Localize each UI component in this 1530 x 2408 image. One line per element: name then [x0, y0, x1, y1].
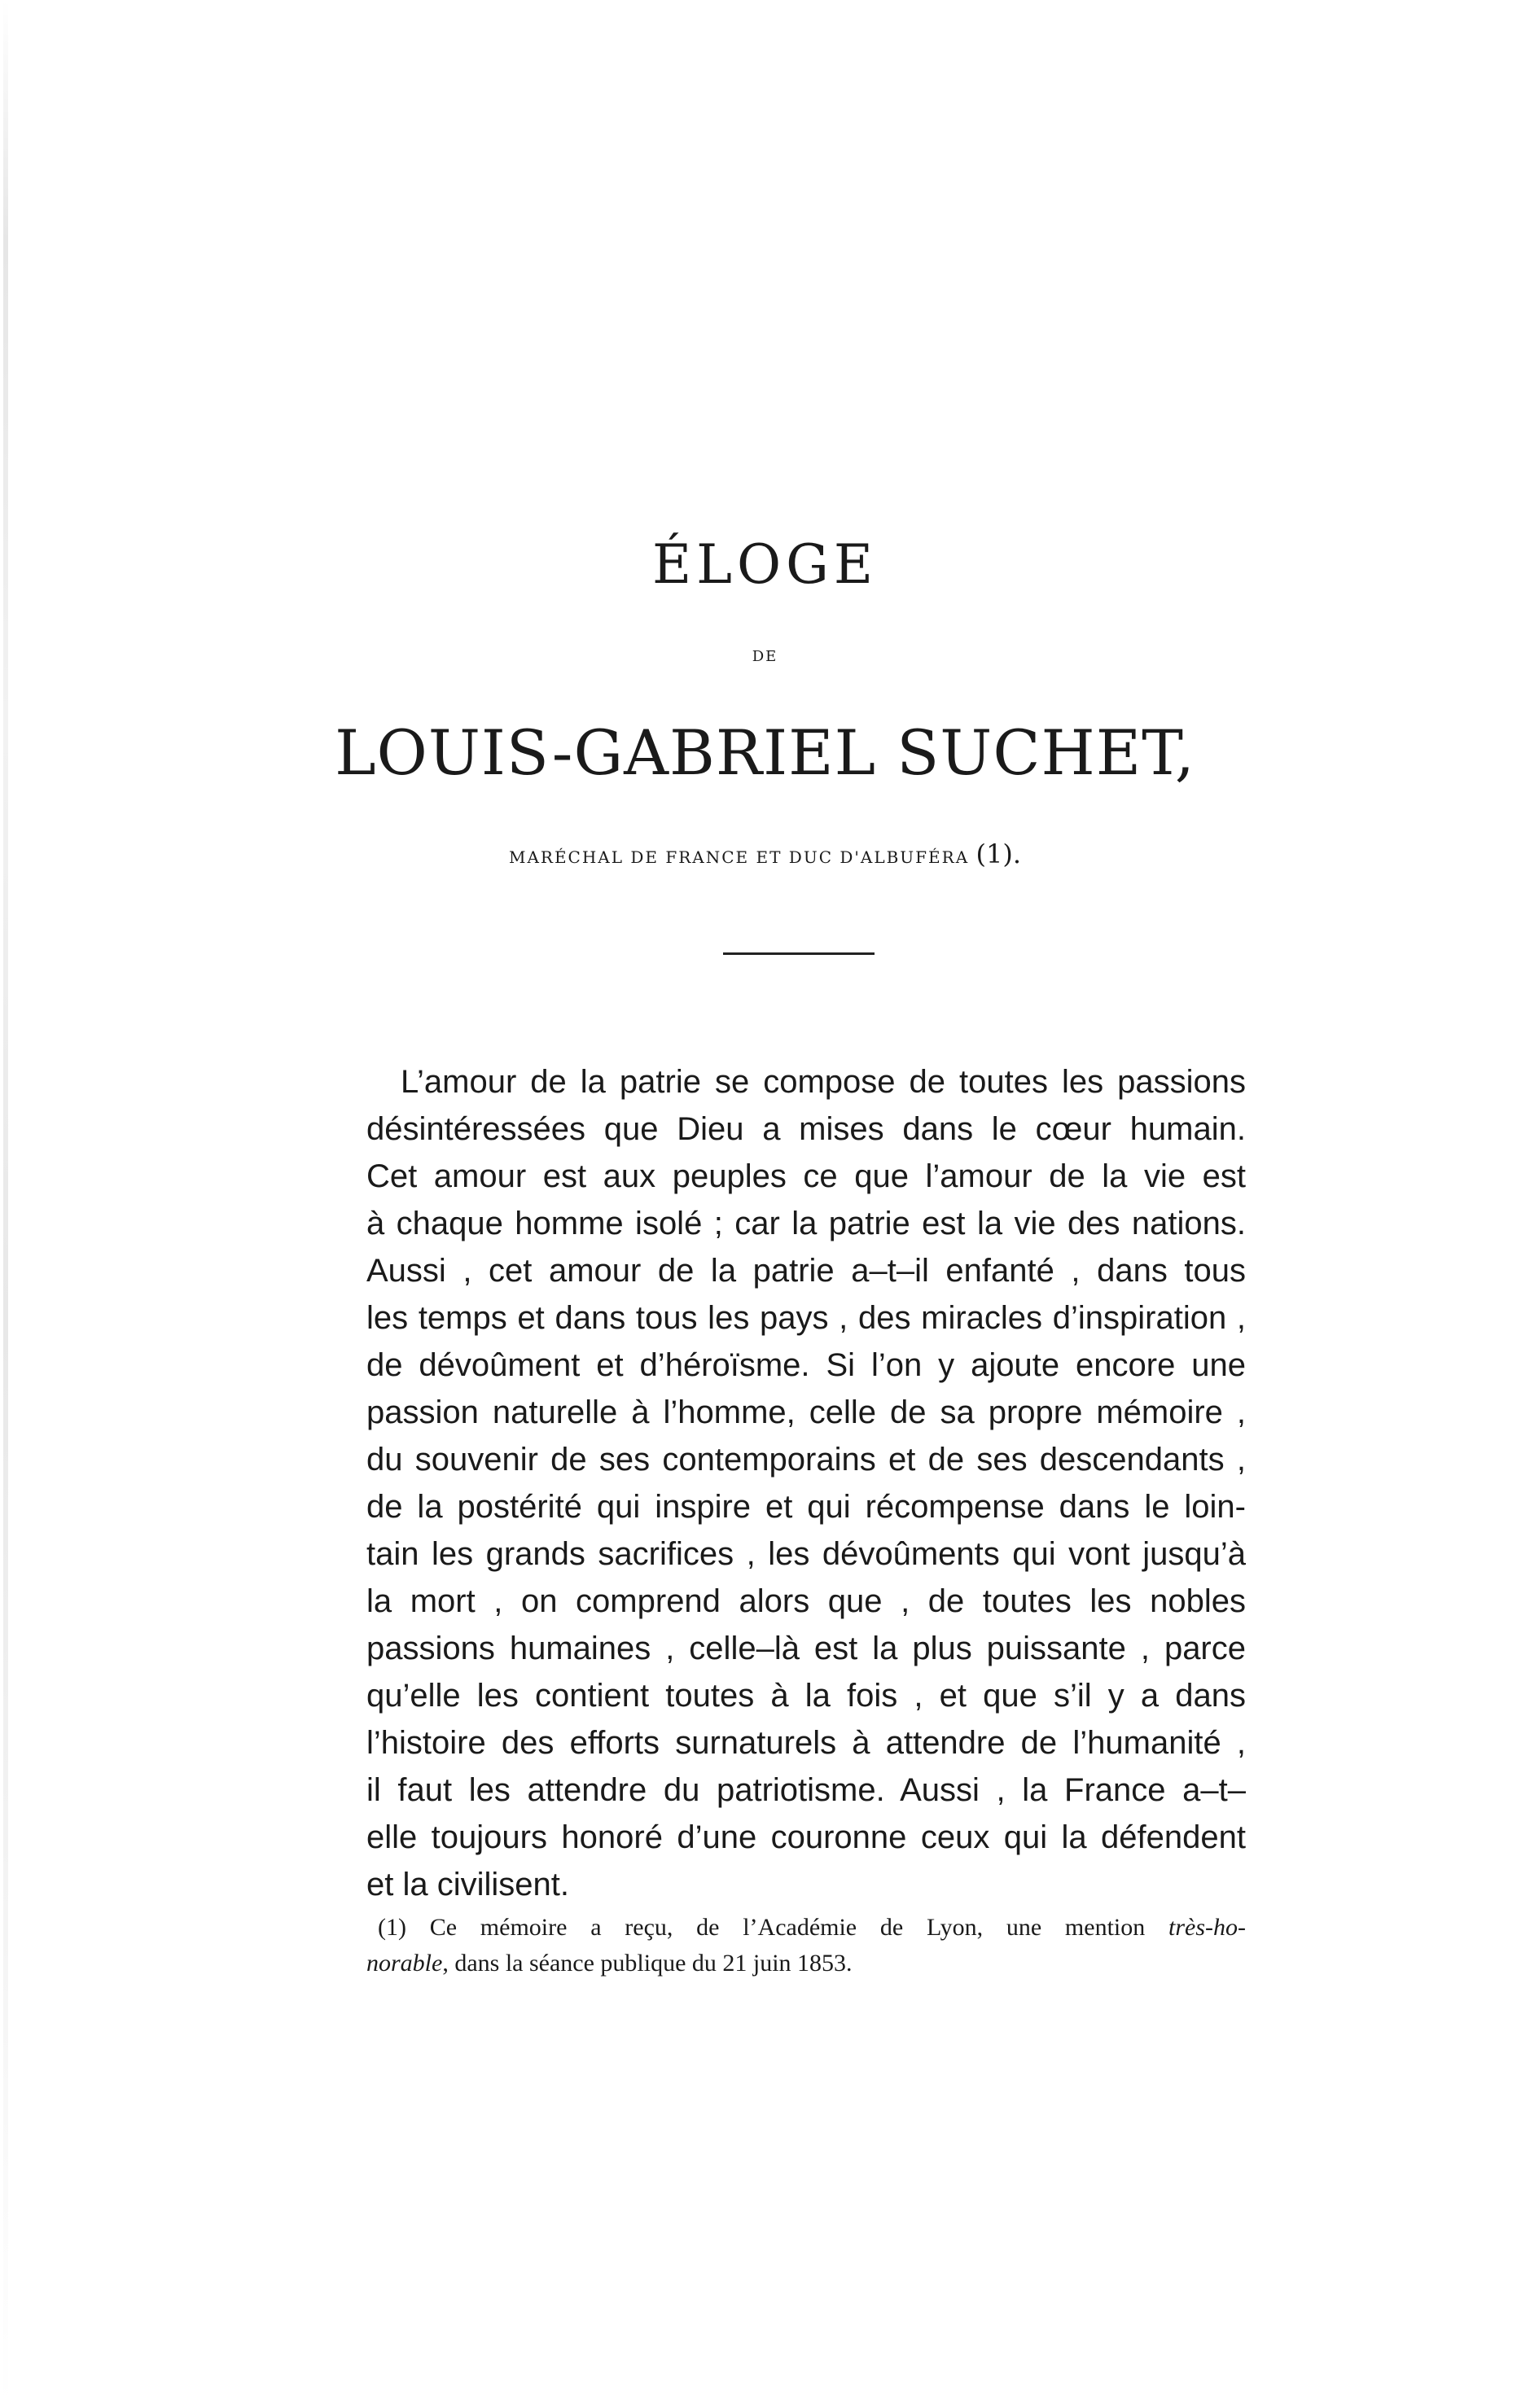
scan-edge-shadow	[3, 0, 8, 2408]
footnote-reference: (1).	[975, 838, 1022, 869]
subtitle-rank	[0, 838, 1530, 869]
body-line: la mort , on comprend alors que , de toutes les nobles	[366, 1583, 1246, 1619]
body-line: Aussi , cet amour de la patrie a–t–il enfanté , dans tous	[366, 1253, 1246, 1289]
body-line: et la civilisent.	[366, 1867, 569, 1902]
body-line: du souvenir de ses contemporains et de ses descendants ,	[366, 1442, 1246, 1478]
body-line: l’histoire des efforts surnaturels à attendre de l’humanité ,	[366, 1725, 1246, 1761]
body-line: à chaque homme isolé ; car la patrie est la vie des nations.	[366, 1206, 1246, 1241]
footnote-line	[366, 1910, 1246, 1946]
body-line: désintéressées que Dieu a mises dans le cœur humain.	[366, 1111, 1246, 1147]
footnote-text: , dans la séance publique du 21 juin 1853.	[442, 1950, 853, 1977]
body-line: Cet amour est aux peuples ce que l’amour de la vie est	[366, 1158, 1246, 1194]
title-divider-rule	[723, 952, 875, 955]
page-title-eloge: ÉLOGE	[651, 533, 879, 596]
title-connector-de: DE	[752, 648, 778, 665]
page-title-name: LOUIS-GABRIEL SUCHET,	[335, 716, 1195, 789]
body-line: qu’elle les contient toutes à la fois , et que s’il y a dans	[366, 1678, 1246, 1714]
footnote-text: (1) Ce mémoire a reçu, de l’Académie de Lyon, une mention	[378, 1914, 1169, 1941]
subtitle-text: MARÉCHAL DE FRANCE ET DUC D'ALBUFÉRA	[508, 847, 970, 867]
footnote-italic: norable	[366, 1950, 443, 1977]
body-paragraph	[366, 1058, 1246, 1908]
footnote	[366, 1910, 1246, 1981]
body-line: les temps et dans tous les pays , des miracles d’inspiration ,	[366, 1300, 1246, 1336]
footnote-line	[366, 1946, 1246, 1981]
body-line: L’amour de la patrie se compose de toutes les passions	[401, 1064, 1246, 1100]
body-line: de la postérité qui inspire et qui récompense dans le loin-	[366, 1489, 1246, 1525]
body-line: tain les grands sacrifices , les dévoûments qui vont jusqu’à	[366, 1536, 1246, 1572]
body-line: elle toujours honoré d’une couronne ceux qui la défendent	[366, 1819, 1246, 1855]
body-line: il faut les attendre du patriotisme. Aussi , la France a–t–	[366, 1772, 1246, 1808]
footnote-italic: très-ho-	[1168, 1914, 1246, 1941]
body-line: passions humaines , celle–là est la plus puissante , parce	[366, 1631, 1246, 1666]
body-line: de dévoûment et d’héroïsme. Si l’on y ajoute encore une	[366, 1347, 1246, 1383]
body-line: passion naturelle à l’homme, celle de sa propre mémoire ,	[366, 1394, 1246, 1430]
